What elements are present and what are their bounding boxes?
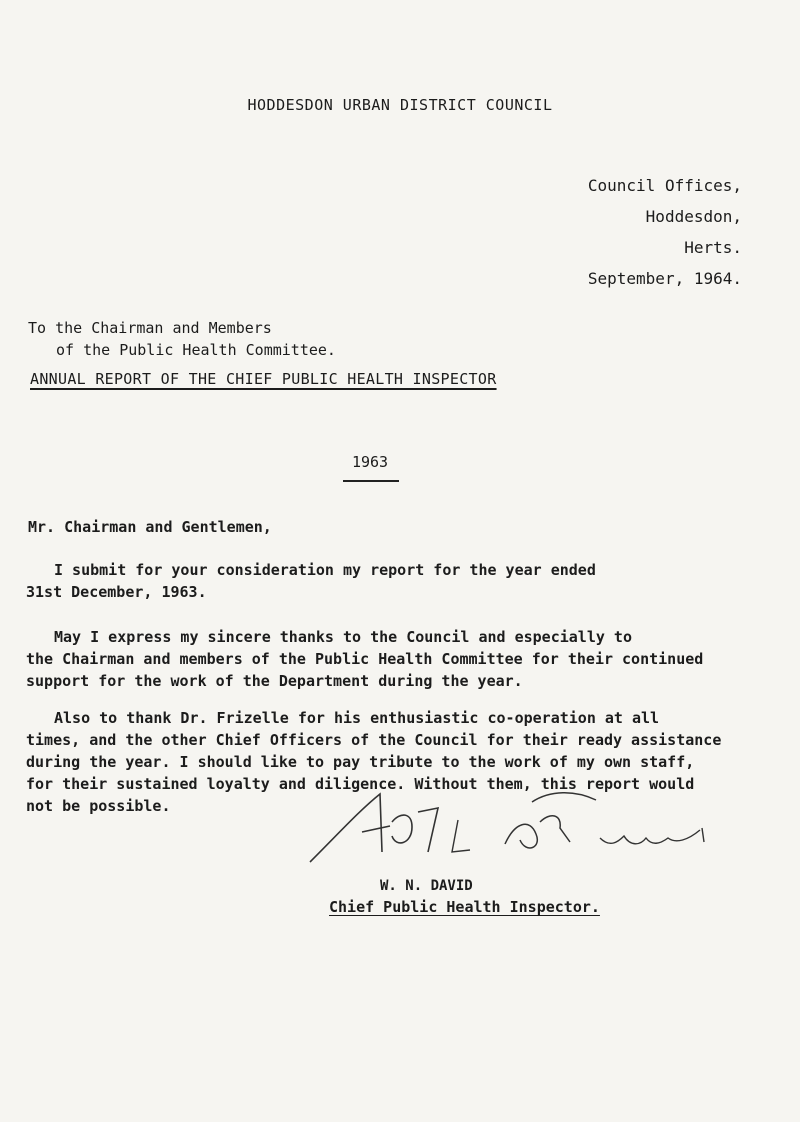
- paragraph-3-line: Also to thank Dr. Frizelle for his enthusiastic co-operation at all: [54, 709, 660, 727]
- paragraph-3-line: not be possible.: [26, 797, 171, 815]
- report-year: 1963: [351, 453, 389, 471]
- council-heading: HODDESDON URBAN DISTRICT COUNCIL: [247, 96, 553, 114]
- council-address: [422, 170, 742, 294]
- handwritten-signature: [300, 782, 740, 866]
- year-underline: [343, 480, 399, 482]
- salutation: Mr. Chairman and Gentlemen,: [28, 518, 272, 536]
- paragraph-3-line: during the year. I should like to pay tribute to the work of my own staff,: [26, 753, 695, 771]
- signatory-name: W. N. DAVID: [380, 878, 473, 894]
- paragraph-1-line: 31st December, 1963.: [26, 583, 207, 601]
- paragraph-3-line: for their sustained loyalty and diligence. Without them, this report would: [26, 775, 695, 793]
- paragraph-2-line: the Chairman and members of the Public Health Committee for their continued: [26, 650, 704, 668]
- address-line-3: Herts.: [684, 238, 742, 257]
- addressee-line-2: of the Public Health Committee.: [56, 341, 336, 359]
- address-line-2: Hoddesdon,: [645, 207, 742, 226]
- paragraph-3-line: times, and the other Chief Officers of the Council for their ready assistance: [26, 731, 722, 749]
- report-title: ANNUAL REPORT OF THE CHIEF PUBLIC HEALTH INSPECTOR: [30, 370, 497, 388]
- signatory-title: Chief Public Health Inspector.: [329, 898, 600, 916]
- addressee-line-1: To the Chairman and Members: [28, 319, 272, 337]
- paragraph-2-line: support for the work of the Department during the year.: [26, 672, 523, 690]
- address-line-1: Council Offices,: [587, 176, 742, 195]
- paragraph-1-line: I submit for your consideration my report for the year ended: [54, 561, 596, 579]
- paragraph-2-line: May I express my sincere thanks to the Council and especially to: [54, 628, 632, 646]
- letter-date: September, 1964.: [587, 269, 742, 288]
- paragraph-1: [26, 559, 786, 603]
- addressee-block: [28, 317, 336, 361]
- paragraph-2: [26, 626, 786, 692]
